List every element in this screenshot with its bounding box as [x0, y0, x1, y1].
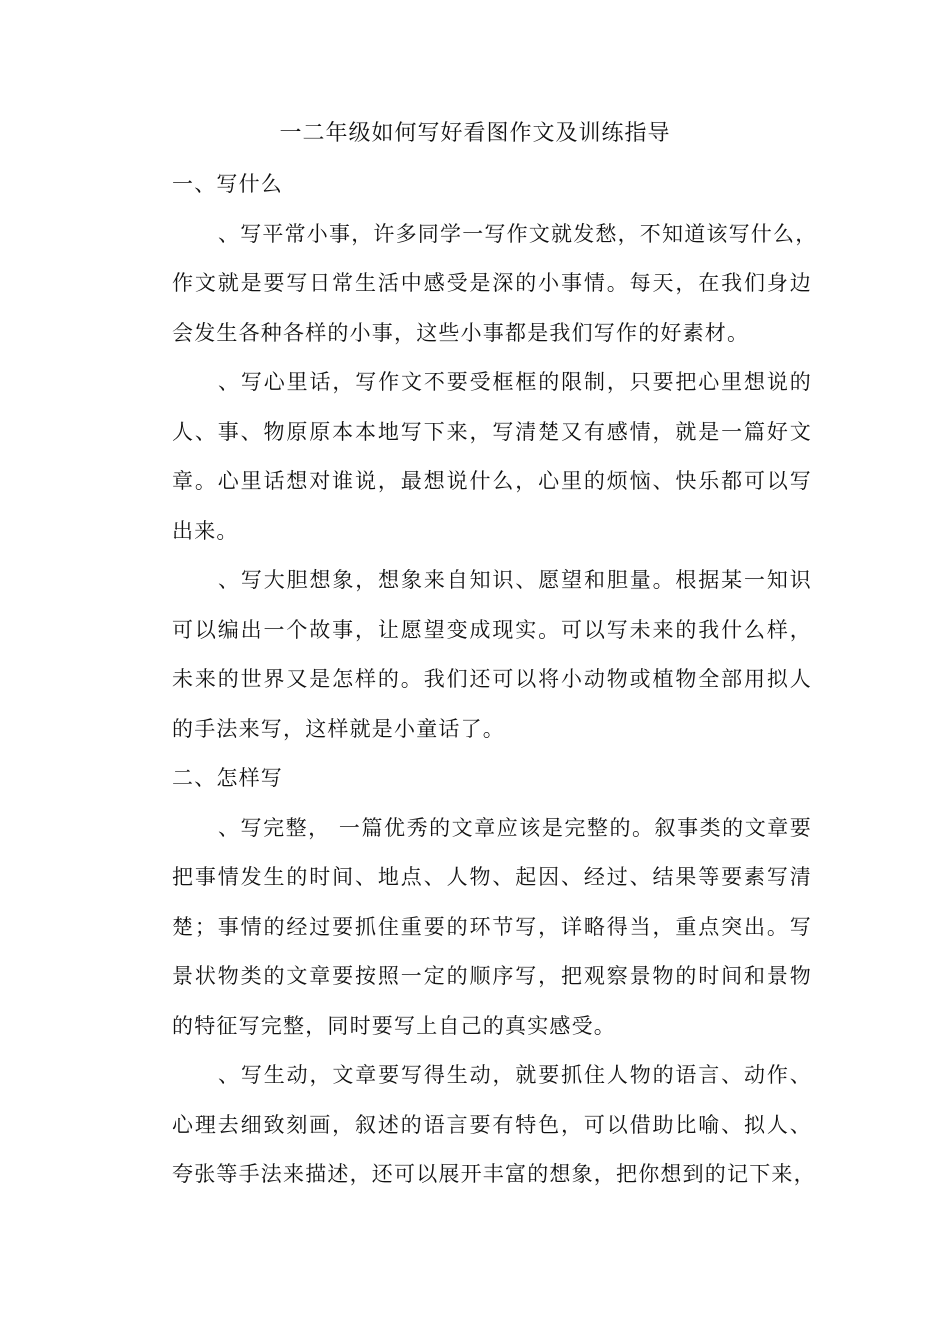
text-line: 出来。 [172, 518, 239, 543]
paragraph-heart-words [172, 358, 812, 556]
section-heading-how-to-write: 二、怎样写 [172, 766, 283, 790]
text-line: 作文就是要写日常生活中感受是深的小事情。每天，在我们身边 [172, 271, 812, 295]
text-line: 楚；事情的经过要抓住重要的环节写，详略得当，重点突出。写 [172, 914, 812, 939]
text-line: 、写完整， 一篇优秀的文章应该是完整的。叙事类的文章要 [218, 815, 812, 840]
text-line: 、写平常小事，许多同学一写作文就发愁，不知道该写什么， [218, 221, 818, 246]
paragraph-ordinary-things [172, 210, 818, 359]
text-line: 、写大胆想象，想象来自知识、愿望和胆量。根据某一知识 [218, 568, 812, 592]
text-line: 可以编出一个故事，让愿望变成现实。可以写未来的我什么样， [172, 617, 812, 642]
paragraph-completeness [172, 804, 812, 1052]
text-line: 会发生各种各样的小事，这些小事都是我们写作的好素材。 [172, 320, 750, 345]
text-line: 的特征写完整，同时要写上自己的真实感受。 [172, 1013, 616, 1038]
document-title: 一二年级如何写好看图作文及训练指导 [279, 121, 671, 146]
text-line: 的手法来写，这样就是小童话了。 [172, 716, 505, 741]
text-line: 章。心里话想对谁说，最想说什么，心里的烦恼、快乐都可以写 [172, 469, 812, 493]
text-line: 未来的世界又是怎样的。我们还可以将小动物或植物全部用拟人 [172, 667, 812, 691]
text-line: 把事情发生的时间、地点、人物、起因、经过、结果等要素写清 [172, 865, 812, 889]
text-line: 心理去细致刻画，叙述的语言要有特色，可以借助比喻、拟人、 [172, 1112, 812, 1137]
text-line: 、写生动，文章要写得生动，就要抓住人物的语言、动作、 [218, 1063, 812, 1087]
text-line: 人、事、物原原本本地写下来，写清楚又有感情，就是一篇好文 [172, 419, 812, 444]
paragraph-vividness [172, 1051, 816, 1200]
section-heading-what-to-write: 一、写什么 [172, 172, 283, 196]
text-line: 夸张等手法来描述，还可以展开丰富的想象，把你想到的记下来， [172, 1162, 816, 1186]
text-line: 景状物类的文章要按照一定的顺序写，把观察景物的时间和景物 [172, 964, 812, 988]
document-body [172, 160, 818, 1200]
paragraph-imagination [172, 556, 812, 754]
text-line: 、写心里话，写作文不要受框框的限制，只要把心里想说的 [218, 370, 812, 394]
